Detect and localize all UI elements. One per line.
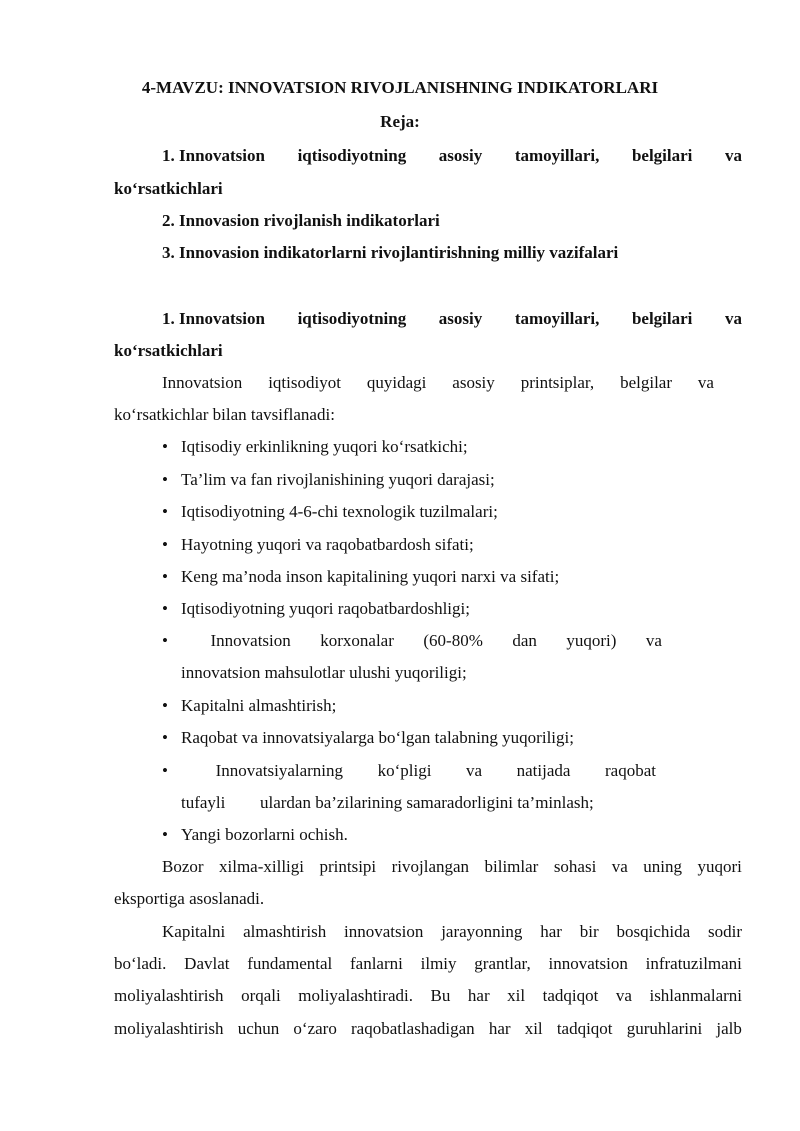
plan-item-3: 3. Innovasion indikatorlarni rivojlantirishning milliy vazifalari (162, 243, 619, 262)
paragraph-2-line (114, 985, 742, 1007)
list-item (162, 695, 336, 717)
paragraph-word: moliyalashtirish (114, 1019, 224, 1038)
section-1-heading (162, 308, 742, 330)
plan-item-2: 2. Innovasion rivojlanish indikatorlari (162, 211, 440, 230)
paragraph-word: yuqori (697, 857, 742, 876)
paragraph-word: o‘zaro (293, 1019, 337, 1038)
paragraph-word: va (611, 857, 628, 876)
list-item-word: va (645, 631, 662, 650)
paragraph-word: sodir (707, 922, 742, 941)
paragraph-word: Bozor (162, 857, 204, 876)
paragraph-word: orqali (241, 986, 281, 1005)
paragraph-word: innovatsion (548, 954, 628, 973)
section-1-heading-cont: ko‘rsatkichlari (114, 341, 223, 360)
list-item (162, 501, 498, 523)
list-item-word: (60-80% (423, 631, 483, 650)
paragraph-word: moliyalashtirish (114, 986, 224, 1005)
paragraph-word: har (540, 922, 562, 941)
bullet-marker: • (162, 567, 168, 586)
list-item-text: Iqtisodiy erkinlikning yuqori ko‘rsatkichi; (181, 437, 468, 456)
paragraph-word: uning (643, 857, 683, 876)
section-1-intro (162, 372, 714, 394)
paragraph-1 (162, 856, 742, 878)
list-item-text: Ta’lim va fan rivojlanishining yuqori darajasi; (181, 470, 495, 489)
paragraph-word: Kapitalni (162, 922, 226, 941)
plan-item-1-word: iqtisodiyotning (297, 146, 407, 165)
plan-item-1 (162, 145, 742, 167)
list-item-text: Iqtisodiyotning yuqori raqobatbardoshligi; (181, 599, 470, 618)
list-item-word: dan (512, 631, 537, 650)
list-item (162, 630, 662, 652)
intro-word: va (697, 373, 714, 392)
paragraph-word: grantlar, (474, 954, 531, 973)
list-item (162, 727, 574, 749)
list-item-word: Innovatsion (210, 631, 291, 650)
list-item (162, 824, 348, 846)
paragraph-word: tadqiqot (556, 1019, 613, 1038)
paragraph-word: tadqiqot (542, 986, 599, 1005)
list-item (162, 760, 656, 782)
section-heading-word: belgilari (631, 309, 693, 328)
page-title: 4-MAVZU: INNOVATSION RIVOJLANISHNING INDIKATORLARI (141, 78, 659, 97)
paragraph-word: xil (524, 1019, 543, 1038)
list-item-text: Kapitalni almashtirish; (181, 696, 337, 715)
section-heading-word: asosiy (438, 309, 483, 328)
paragraph-word: ishlanmalarni (649, 986, 742, 1005)
list-item-word: yuqori) (566, 631, 617, 650)
paragraph-word: bo‘ladi. (114, 954, 167, 973)
paragraph-word: fanlarni (350, 954, 403, 973)
list-item (162, 469, 495, 491)
section-heading-word: iqtisodiyotning (297, 309, 407, 328)
paragraph-word: har (467, 986, 490, 1005)
list-item-cont: ulardan ba’zilarining samaradorligini ta’minlash; (260, 793, 594, 812)
paragraph-word: almashtirish (243, 922, 327, 941)
list-item (162, 436, 468, 458)
list-item (162, 566, 559, 588)
list-item-word: Innovatsiyalarning (215, 761, 344, 780)
intro-word: belgilar (620, 373, 672, 392)
list-item-text: Keng ma’noda inson kapitalining yuqori narxi va sifati; (181, 567, 560, 586)
paragraph-1-cont: eksportiga asoslanadi. (114, 889, 265, 908)
plan-item-1-word: asosiy (438, 146, 483, 165)
bullet-marker: • (162, 599, 168, 618)
plan-item-1-word: va (724, 146, 742, 165)
list-item-text: Iqtisodiyotning 4-6-chi texnologik tuzilmalari; (181, 502, 498, 521)
paragraph-2-line (162, 921, 742, 943)
list-item-word: va (466, 761, 483, 780)
intro-word: printsiplar, (520, 373, 595, 392)
list-item-word: natijada (516, 761, 571, 780)
paragraph-word: xilma-xilligi (219, 857, 305, 876)
bullet-marker: • (162, 728, 168, 747)
bullet-marker: • (162, 502, 168, 521)
paragraph-word: printsipi (319, 857, 377, 876)
paragraph-word: Davlat (184, 954, 230, 973)
section-1-intro-cont: ko‘rsatkichlar bilan tavsiflanadi: (114, 405, 335, 424)
bullet-marker: • (162, 825, 168, 844)
bullet-marker: • (162, 696, 168, 715)
bullet-marker: • (162, 437, 168, 456)
paragraph-word: xil (507, 986, 526, 1005)
plan-item-1-word: tamoyillari, (514, 146, 600, 165)
paragraph-word: bir (579, 922, 599, 941)
paragraph-word: bosqichida (616, 922, 691, 941)
list-item-text: Hayotning yuqori va raqobatbardosh sifati; (181, 535, 474, 554)
paragraph-word: va (615, 986, 632, 1005)
list-item-word: raqobat (604, 761, 656, 780)
bullet-marker: • (162, 535, 168, 554)
paragraph-word: jalb (716, 1019, 742, 1038)
paragraph-word: har (488, 1019, 511, 1038)
plan-item-1-cont: ko‘rsatkichlari (114, 179, 223, 198)
paragraph-word: raqobatlashadigan (350, 1019, 475, 1038)
paragraph-word: fundamental (247, 954, 333, 973)
paragraph-2-line (114, 953, 742, 975)
section-heading-word: tamoyillari, (514, 309, 600, 328)
list-item (162, 534, 474, 556)
list-item (162, 598, 470, 620)
section-heading-word: va (724, 309, 742, 328)
bullet-marker: • (162, 631, 168, 650)
paragraph-word: infratuzilmani (645, 954, 742, 973)
paragraph-word: innovatsion (344, 922, 424, 941)
list-item-cont: tufayli (181, 793, 226, 812)
list-item-text: Yangi bozorlarni ochish. (181, 825, 348, 844)
section-heading-word: 1. Innovatsion (162, 309, 265, 328)
intro-word: quyidagi (366, 373, 427, 392)
list-item-cont: innovatsion mahsulotlar ulushi yuqoriligi; (181, 663, 467, 682)
intro-word: asosiy (452, 373, 495, 392)
plan-item-1-word: 1. Innovatsion (162, 146, 265, 165)
paragraph-word: moliyalashtiradi. (298, 986, 413, 1005)
paragraph-word: sohasi (553, 857, 597, 876)
paragraph-word: Bu (430, 986, 451, 1005)
paragraph-word: ilmiy (420, 954, 457, 973)
list-item-word: ko‘pligi (377, 761, 432, 780)
paragraph-word: guruhlarini (626, 1019, 703, 1038)
plan-item-1-word: belgilari (631, 146, 693, 165)
paragraph-word: jarayonning (441, 922, 523, 941)
intro-word: iqtisodiyot (268, 373, 341, 392)
paragraph-word: rivojlangan (391, 857, 470, 876)
list-item-text: Raqobat va innovatsiyalarga bo‘lgan talabning yuqoriligi; (181, 728, 574, 747)
paragraph-2-line (114, 1018, 742, 1040)
bullet-marker: • (162, 761, 168, 780)
paragraph-word: bilimlar (484, 857, 539, 876)
list-item-word: korxonalar (320, 631, 394, 650)
plan-heading: Reja: (380, 112, 420, 131)
paragraph-word: uchun (237, 1019, 280, 1038)
bullet-marker: • (162, 470, 168, 489)
intro-word: Innovatsion (162, 373, 243, 392)
